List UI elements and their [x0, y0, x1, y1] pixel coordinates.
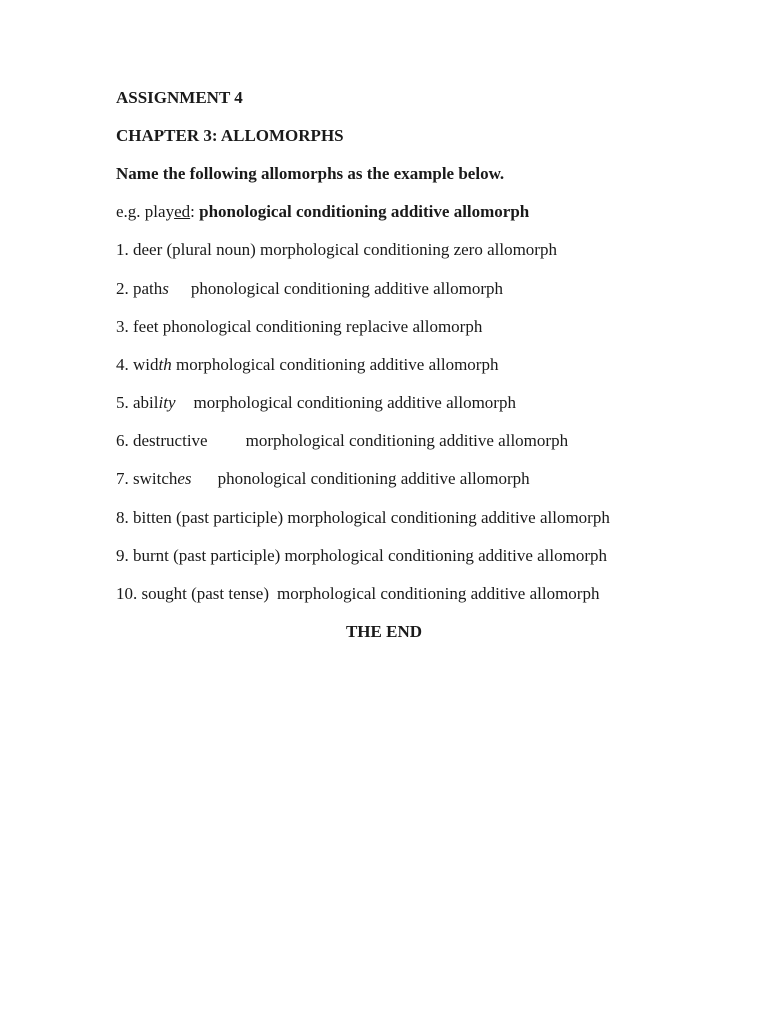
item-number: 10. — [116, 584, 138, 603]
item-number: 1. — [116, 240, 129, 259]
item-number: 3. — [116, 317, 129, 336]
item-word: destructive — [133, 431, 208, 450]
item-answer: morphological conditioning additive allomorph — [276, 584, 600, 603]
item-word-suffix: es — [177, 469, 192, 488]
item-note: (past participle) — [175, 508, 284, 527]
item-word: deer — [133, 240, 163, 259]
item-answer: morphological conditioning additive allomorph — [175, 355, 499, 374]
assignment-title: ASSIGNMENT 4 — [116, 88, 243, 107]
item-word: bitten — [133, 508, 172, 527]
item-answer: morphological conditioning zero allomorph — [260, 240, 557, 259]
item-word-suffix: th — [158, 355, 172, 374]
item-number: 4. — [116, 355, 129, 374]
list-item — [116, 584, 599, 604]
example-line — [116, 202, 529, 222]
list-item — [116, 279, 503, 299]
item-number: 7. — [116, 469, 129, 488]
item-note: (past tense) — [191, 584, 269, 603]
example-answer: phonological conditioning additive allomorph — [199, 202, 530, 221]
item-number: 8. — [116, 508, 129, 527]
item-number: 2. — [116, 279, 129, 298]
item-number: 9. — [116, 546, 129, 565]
example-prefix: e.g. play — [116, 202, 175, 221]
list-item — [116, 393, 516, 413]
item-word: wid — [133, 355, 159, 374]
item-note: (plural noun) — [166, 240, 256, 259]
instruction-text: Name the following allomorphs as the example below. — [116, 164, 505, 183]
item-word: sought — [141, 584, 187, 603]
item-answer: morphological conditioning additive allomorph — [284, 546, 608, 565]
item-word: abil — [133, 393, 159, 412]
list-item — [116, 508, 610, 528]
the-end-label: THE END — [345, 622, 423, 641]
chapter-title: CHAPTER 3: ALLOMORPHS — [116, 126, 344, 145]
item-answer: phonological conditioning replacive allomorph — [162, 317, 483, 336]
item-word: burnt — [133, 546, 169, 565]
item-answer: phonological conditioning additive allomorph — [217, 469, 530, 488]
example-colon: : — [190, 202, 200, 221]
item-answer: morphological conditioning additive allomorph — [245, 431, 569, 450]
item-word: switch — [133, 469, 178, 488]
list-item — [116, 355, 498, 375]
item-word: path — [133, 279, 163, 298]
item-word: feet — [133, 317, 159, 336]
item-answer: morphological conditioning additive allomorph — [287, 508, 610, 527]
item-word-suffix: ity — [158, 393, 176, 412]
example-underlined-suffix: ed — [174, 202, 191, 221]
list-item — [116, 546, 607, 566]
list-item — [116, 240, 557, 260]
item-answer: morphological conditioning additive allomorph — [193, 393, 516, 412]
item-note: (past participle) — [173, 546, 281, 565]
list-item — [116, 317, 482, 337]
list-item — [116, 469, 530, 489]
item-number: 5. — [116, 393, 129, 412]
item-word-suffix: s — [162, 279, 169, 298]
item-answer: phonological conditioning additive allomorph — [190, 279, 503, 298]
item-number: 6. — [116, 431, 129, 450]
list-item — [116, 431, 568, 451]
